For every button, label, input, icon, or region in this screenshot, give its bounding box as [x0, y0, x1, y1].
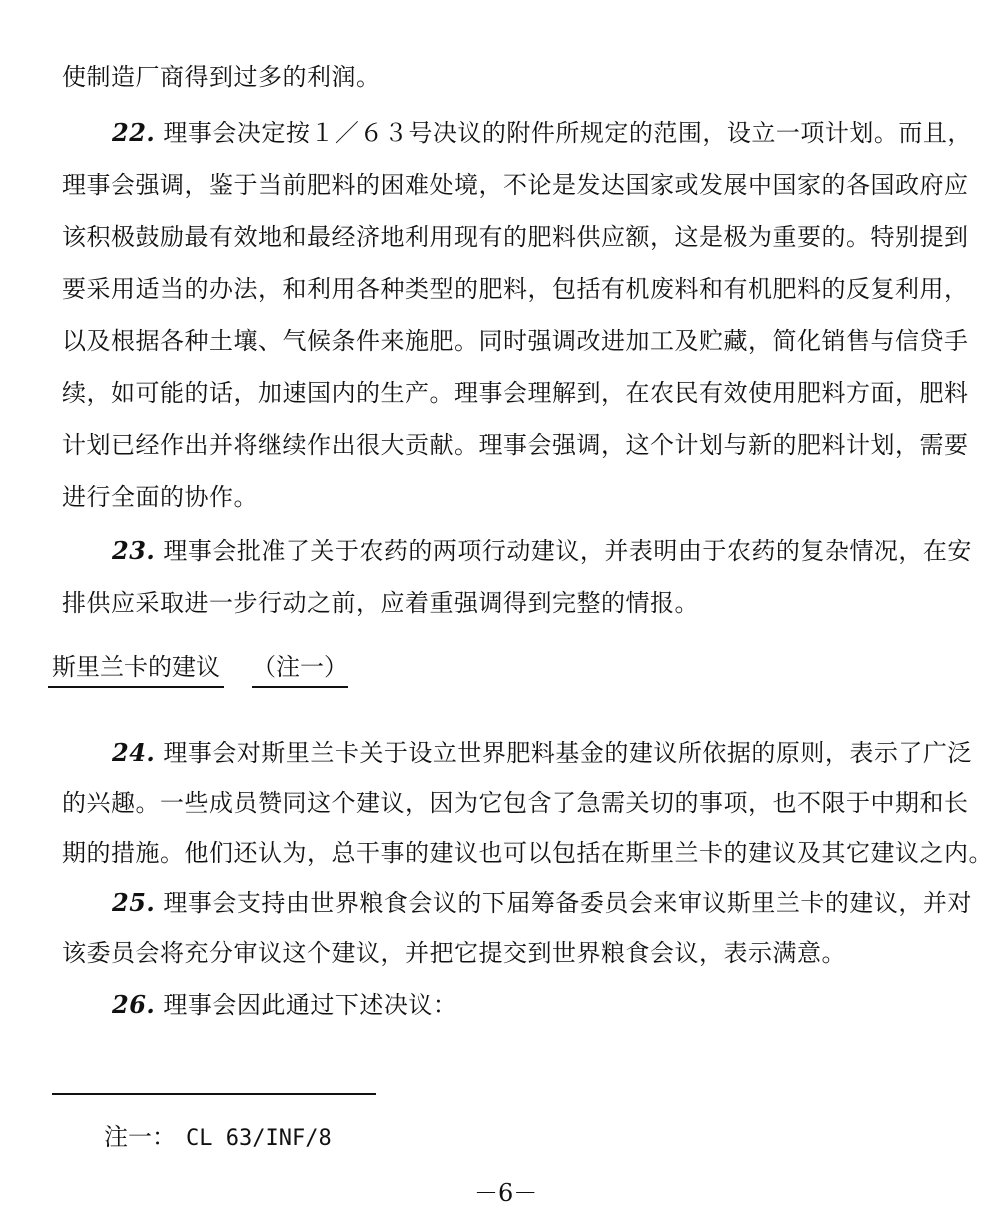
paragraph-22-line-2: 理事会强调，鉴于当前肥料的困难处境，不论是发达国家或发展中国家的各国政府应: [62, 171, 969, 199]
paragraph-23-line-2: 排供应采取进一步行动之前，应着重强调得到完整的情报。: [62, 589, 699, 617]
footnote: [104, 1122, 332, 1154]
page-number: －6－: [474, 1179, 538, 1207]
paragraph-22-line-5: 以及根据各种土壤、气候条件来施肥。同时强调改进加工及贮藏，简化销售与信贷手: [62, 327, 969, 355]
section-heading-title: 斯里兰卡的建议: [48, 652, 224, 688]
opening-line: 使制造厂商得到过多的利润。: [62, 63, 381, 91]
paragraph-22-line-6: 续，如可能的话，加速国内的生产。理事会理解到，在农民有效使用肥料方面，肥料: [62, 379, 969, 407]
paragraph-24-line-2: 的兴趣。一些成员赞同这个建议，因为它包含了急需关切的事项，也不限于中期和长: [62, 789, 969, 817]
paragraph-22-line-7: 计划已经作出并将继续作出很大贡献。理事会强调，这个计划与新的肥料计划，需要: [62, 431, 969, 459]
footnote-reference: CL 63/INF/8: [186, 1126, 332, 1151]
paragraph-24-line-1: [112, 738, 972, 768]
paragraph-24-line-3: 期的措施。他们还认为，总干事的建议也可以包括在斯里兰卡的建议及其它建议之内。: [62, 839, 993, 867]
paragraph-25-line-1: [112, 888, 972, 918]
paragraph-number: 26.: [112, 990, 156, 1019]
paragraph-text: 理事会批准了关于农药的两项行动建议，并表明由于农药的复杂情况，在安: [155, 537, 972, 565]
paragraph-26-line-1: [112, 990, 457, 1020]
paragraph-text: 理事会支持由世界粮食会议的下届筹备委员会来审议斯里兰卡的建议，并对: [155, 889, 972, 917]
paragraph-text: 理事会因此通过下述决议：: [155, 991, 458, 1019]
paragraph-22-line-3: 该积极鼓励最有效地和最经济地利用现有的肥料供应额，这是极为重要的。特别提到: [62, 223, 969, 251]
paragraph-22-line-8: 进行全面的协作。: [62, 483, 258, 511]
paragraph-23-line-1: [112, 536, 972, 566]
paragraph-22-line-4: 要采用适当的办法，和利用各种类型的肥料，包括有机废料和有机肥料的反复利用，: [62, 275, 969, 303]
paragraph-number: 25.: [112, 888, 156, 917]
footnote-divider: [52, 1093, 376, 1095]
paragraph-text: 理事会决定按１／６３号决议的附件所规定的范围，设立一项计划。而且，: [155, 119, 972, 147]
section-heading-note: （注一）: [252, 652, 348, 688]
paragraph-number: 23.: [112, 536, 156, 565]
section-heading: [48, 652, 348, 688]
paragraph-number: 22.: [112, 118, 156, 147]
footnote-label: 注一：: [104, 1123, 176, 1151]
paragraph-22-line-1: [112, 118, 972, 148]
paragraph-number: 24.: [112, 738, 156, 767]
paragraph-25-line-2: 该委员会将充分审议这个建议，并把它提交到世界粮食会议，表示满意。: [62, 939, 846, 967]
paragraph-text: 理事会对斯里兰卡关于设立世界肥料基金的建议所依据的原则，表示了广泛: [155, 739, 972, 767]
